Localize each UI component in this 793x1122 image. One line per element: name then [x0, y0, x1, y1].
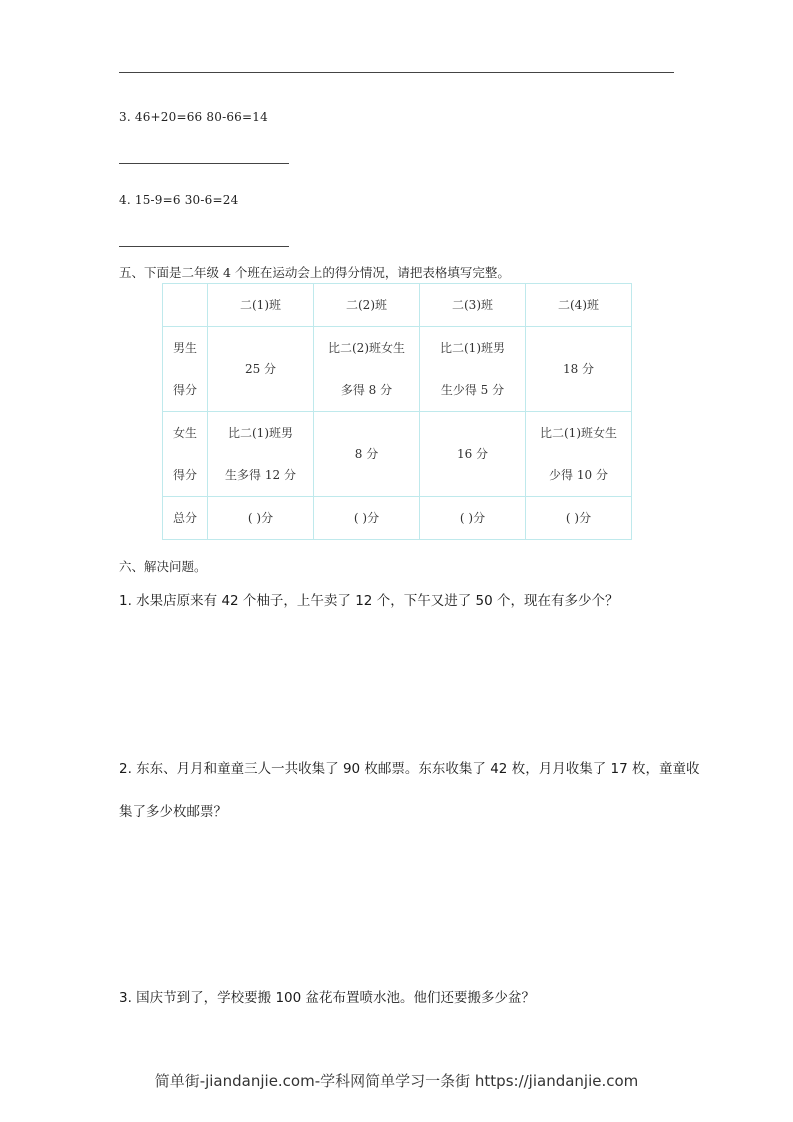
header-rule	[119, 72, 674, 73]
cell-boys-class-3: 比二(1)班男 生少得 5 分	[420, 327, 526, 412]
cell-girls-class-3: 16 分	[420, 412, 526, 497]
cell-girls-class-2: 8 分	[314, 412, 420, 497]
table-row-total	[163, 497, 632, 540]
question-1: 1. 水果店原来有 42 个柚子，上午卖了 12 个，下午又进了 50 个，现在有多少个？	[119, 593, 619, 609]
row-label-total: 总分	[163, 497, 208, 540]
cell-total-class-2: ( )分	[314, 497, 420, 540]
header-class-2: 二(2)班	[314, 284, 420, 327]
cell-boys-class-1: 25 分	[208, 327, 314, 412]
table-header-row	[163, 284, 632, 327]
question-2-line-1: 2. 东东、月月和童童三人一共收集了 90 枚邮票。东东收集了 42 枚，月月收集了 17 枚，童童收	[119, 761, 700, 777]
header-cell-empty	[163, 284, 208, 327]
answer-line-3	[119, 163, 289, 164]
cell-boys-class-4: 18 分	[526, 327, 632, 412]
equation-3: 3. 46+20=66 80-66=14	[119, 110, 268, 124]
header-class-1: 二(1)班	[208, 284, 314, 327]
score-table	[162, 283, 632, 540]
cell-girls-class-4: 比二(1)班女生 少得 10 分	[526, 412, 632, 497]
question-2-line-2: 集了多少枚邮票？	[119, 804, 227, 820]
cell-total-class-3: ( )分	[420, 497, 526, 540]
footer-watermark: 简单街-jiandanjie.com-学科网简单学习一条街 https://jiandanjie.com	[154, 1072, 639, 1090]
cell-total-class-1: ( )分	[208, 497, 314, 540]
header-class-3: 二(3)班	[420, 284, 526, 327]
cell-boys-class-2: 比二(2)班女生 多得 8 分	[314, 327, 420, 412]
cell-girls-class-1: 比二(1)班男 生多得 12 分	[208, 412, 314, 497]
cell-total-class-4: ( )分	[526, 497, 632, 540]
row-label-girls: 女生 得分	[163, 412, 208, 497]
section5-title: 五、下面是二年级 4 个班在运动会上的得分情况，请把表格填写完整。	[119, 265, 510, 280]
table-row-girls	[163, 412, 632, 497]
answer-line-4	[119, 246, 289, 247]
table-row-boys	[163, 327, 632, 412]
header-class-4: 二(4)班	[526, 284, 632, 327]
section6-title: 六、解决问题。	[119, 559, 207, 574]
question-3: 3. 国庆节到了，学校要搬 100 盆花布置喷水池。他们还要搬多少盆？	[119, 990, 536, 1006]
equation-4: 4. 15-9=6 30-6=24	[119, 193, 239, 207]
row-label-boys: 男生 得分	[163, 327, 208, 412]
